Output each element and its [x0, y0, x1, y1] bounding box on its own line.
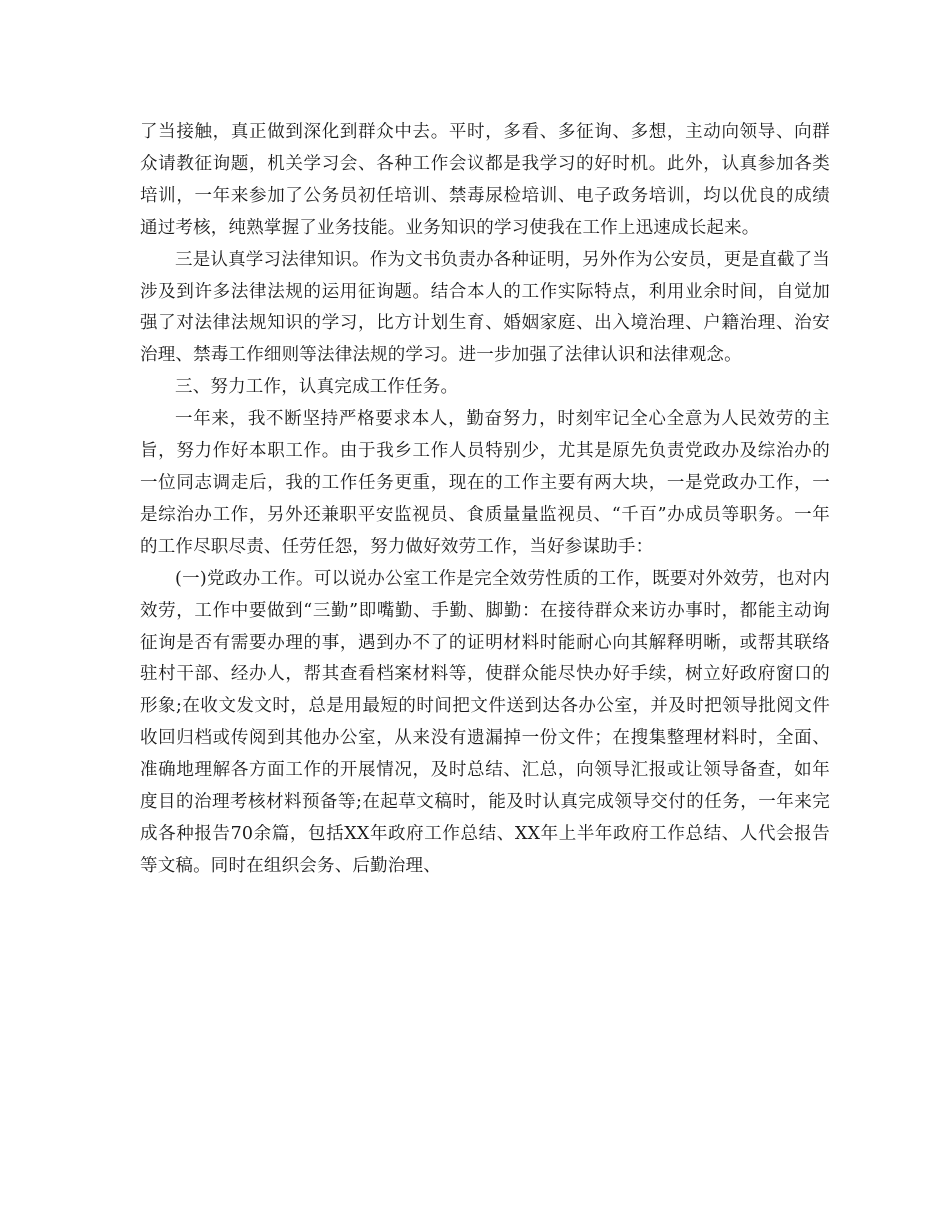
document-body — [140, 117, 830, 883]
paragraph: 三是认真学习法律知识。作为文书负责办各种证明，另外作为公安员，更是直截了当涉及到许多法律法规的运用征询题。结合本人的工作实际特点，利用业余时间，自觉加强了对法律法规知识的学习，比方计划生育、婚姻家庭、出入境治理、户籍治理、治安治理、禁毒工作细则等法律法规的学习。进一步加强了法律认识和法律观念。 — [140, 249, 830, 366]
paragraph: 一年来，我不断坚持严格要求本人，勤奋努力，时刻牢记全心全意为人民效劳的主旨，努力作好本职工作。由于我乡工作人员特别少，尤其是原先负责党政办及综治办的一位同志调走后，我的工作任务更重，现在的工作主要有两大块，一是党政办工作，一是综治办工作，另外还兼职平安监视员、食质量量监视员、“千百”办成员等职务。一年的工作尽职尽责、任劳任怨，努力做好效劳工作，当好参谋助手： — [140, 409, 830, 557]
paragraph: 了当接触，真正做到深化到群众中去。平时，多看、多征询、多想，主动向领导、向群众请教征询题，机关学习会、各种工作会议都是我学习的好时机。此外，认真参加各类培训，一年来参加了公务员初任培训、禁毒尿检培训、电子政务培训，均以优良的成绩通过考核，纯熟掌握了业务技能。业务知识的学习使我在工作上迅速成长起来。 — [140, 122, 830, 238]
paragraph: (一)党政办工作。可以说办公室工作是完全效劳性质的工作，既要对外效劳，也对内效劳，工作中要做到“三勤”即嘴勤、手勤、脚勤：在接待群众来访办事时，都能主动询征询是否有需要办理的事，遇到办不了的证明材料时能耐心向其解释明晰，或帮其联络驻村干部、经办人，帮其查看档案材料等，使群众能尽快办好手续，树立好政府窗口的形象;在收文发文时，总是用最短的时间把文件送到达各办公室，并及时把领导批阅文件收回归档或传阅到其他办公室，从来没有遗漏掉一份文件；在搜集整理材料时，全面、准确地理解各方面工作的开展情况，及时总结、汇总，向领导汇报或让领导备查，如年度目的治理考核材料预备等;在起草文稿时，能及时认真完成领导交付的任务，一年来完成各种报告70余篇，包括XX年政府工作总结、XX年上半年政府工作总结、人代会报告等文稿。同时在组织会务、后勤治理、 — [140, 568, 830, 876]
section-heading: 三、努力工作，认真完成工作任务。 — [175, 377, 459, 398]
